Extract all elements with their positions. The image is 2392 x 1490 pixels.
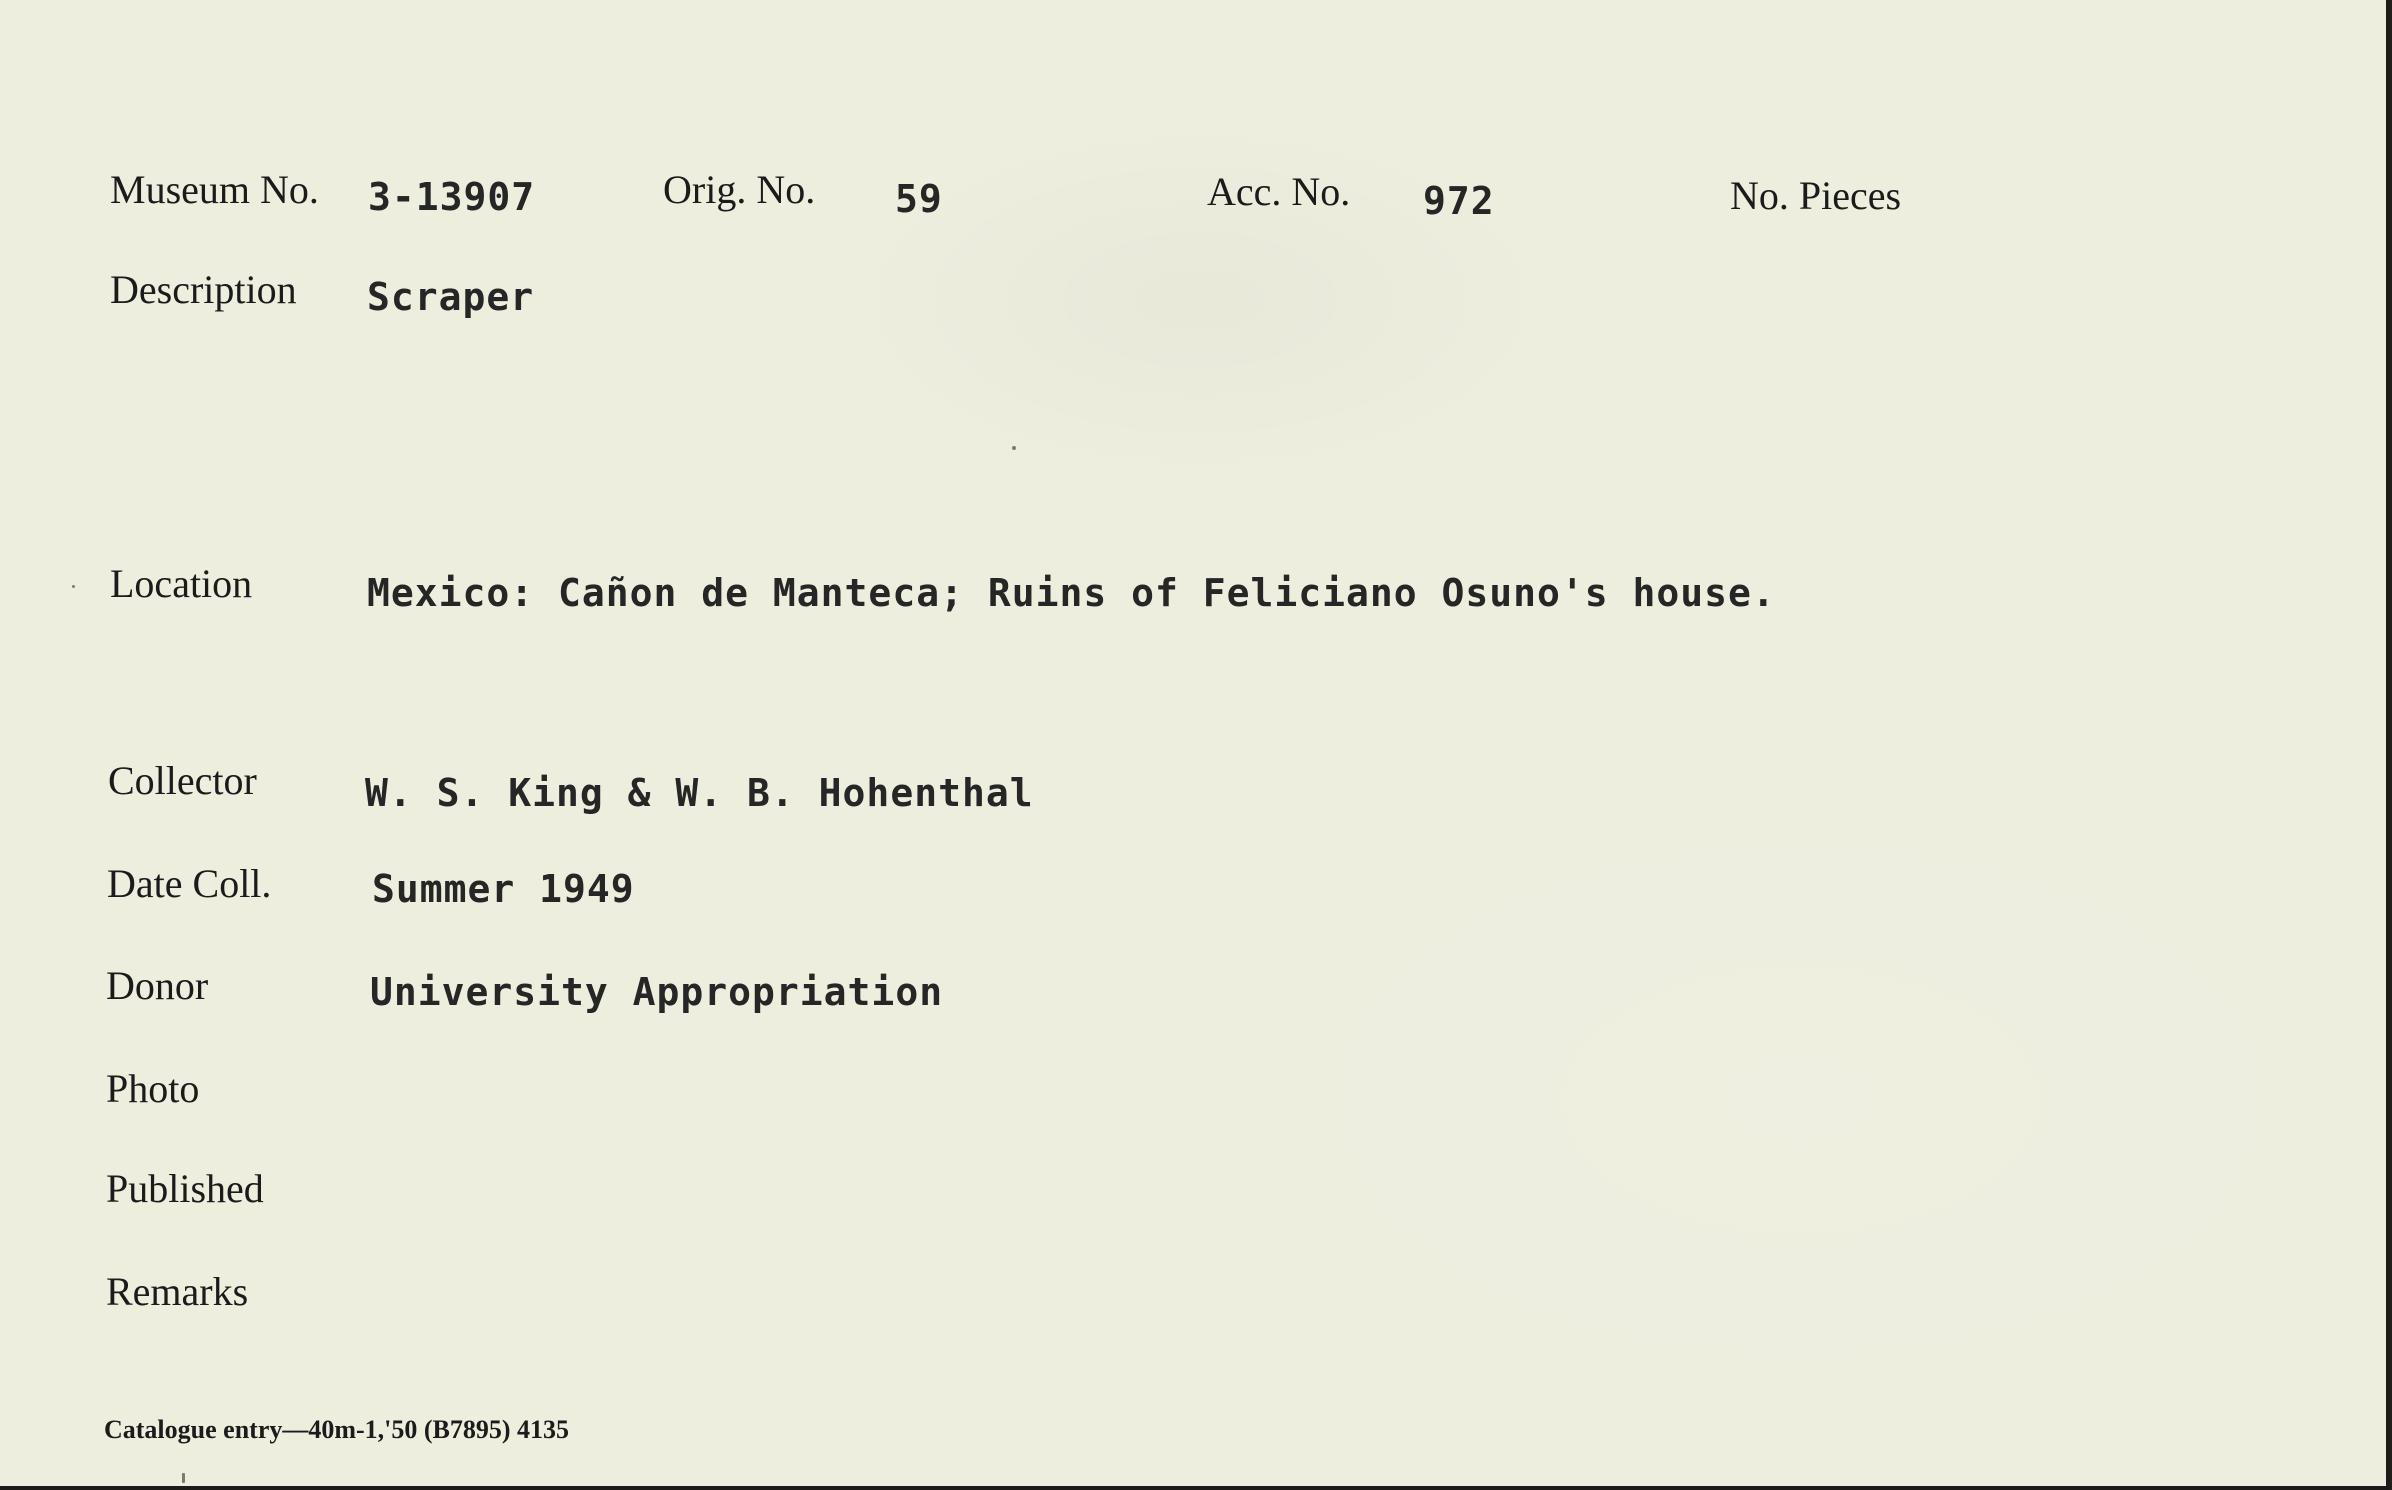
description-label: Description xyxy=(110,267,297,312)
catalogue-footer: Catalogue entry—40m-1,'50 (B7895) 4135 xyxy=(104,1415,570,1444)
donor-value: University Appropriation xyxy=(370,970,944,1014)
donor-label: Donor xyxy=(106,963,209,1008)
collector-value: W. S. King & W. B. Hohenthal xyxy=(365,771,1034,815)
museum-no-label: Museum No. xyxy=(110,167,319,212)
date-coll-value: Summer 1949 xyxy=(372,867,635,911)
paper-speck xyxy=(182,1473,185,1483)
no-pieces-label: No. Pieces xyxy=(1730,173,1902,218)
paper-speck xyxy=(1012,446,1016,450)
museum-no-value: 3-13907 xyxy=(368,175,536,219)
location-value: Mexico: Cañon de Manteca; Ruins of Feliciano Osuno's house. xyxy=(367,571,1776,615)
published-label: Published xyxy=(106,1166,264,1211)
acc-no-label: Acc. No. xyxy=(1207,169,1351,214)
description-value: Scraper xyxy=(367,275,535,319)
location-label: Location xyxy=(110,561,253,606)
orig-no-label: Orig. No. xyxy=(663,167,816,212)
acc-no-value: 972 xyxy=(1423,179,1495,223)
orig-no-value: 59 xyxy=(895,177,943,221)
photo-label: Photo xyxy=(106,1066,200,1111)
collector-label: Collector xyxy=(108,758,257,803)
date-coll-label: Date Coll. xyxy=(107,861,272,906)
paper-speck xyxy=(72,585,75,588)
remarks-label: Remarks xyxy=(106,1269,249,1314)
